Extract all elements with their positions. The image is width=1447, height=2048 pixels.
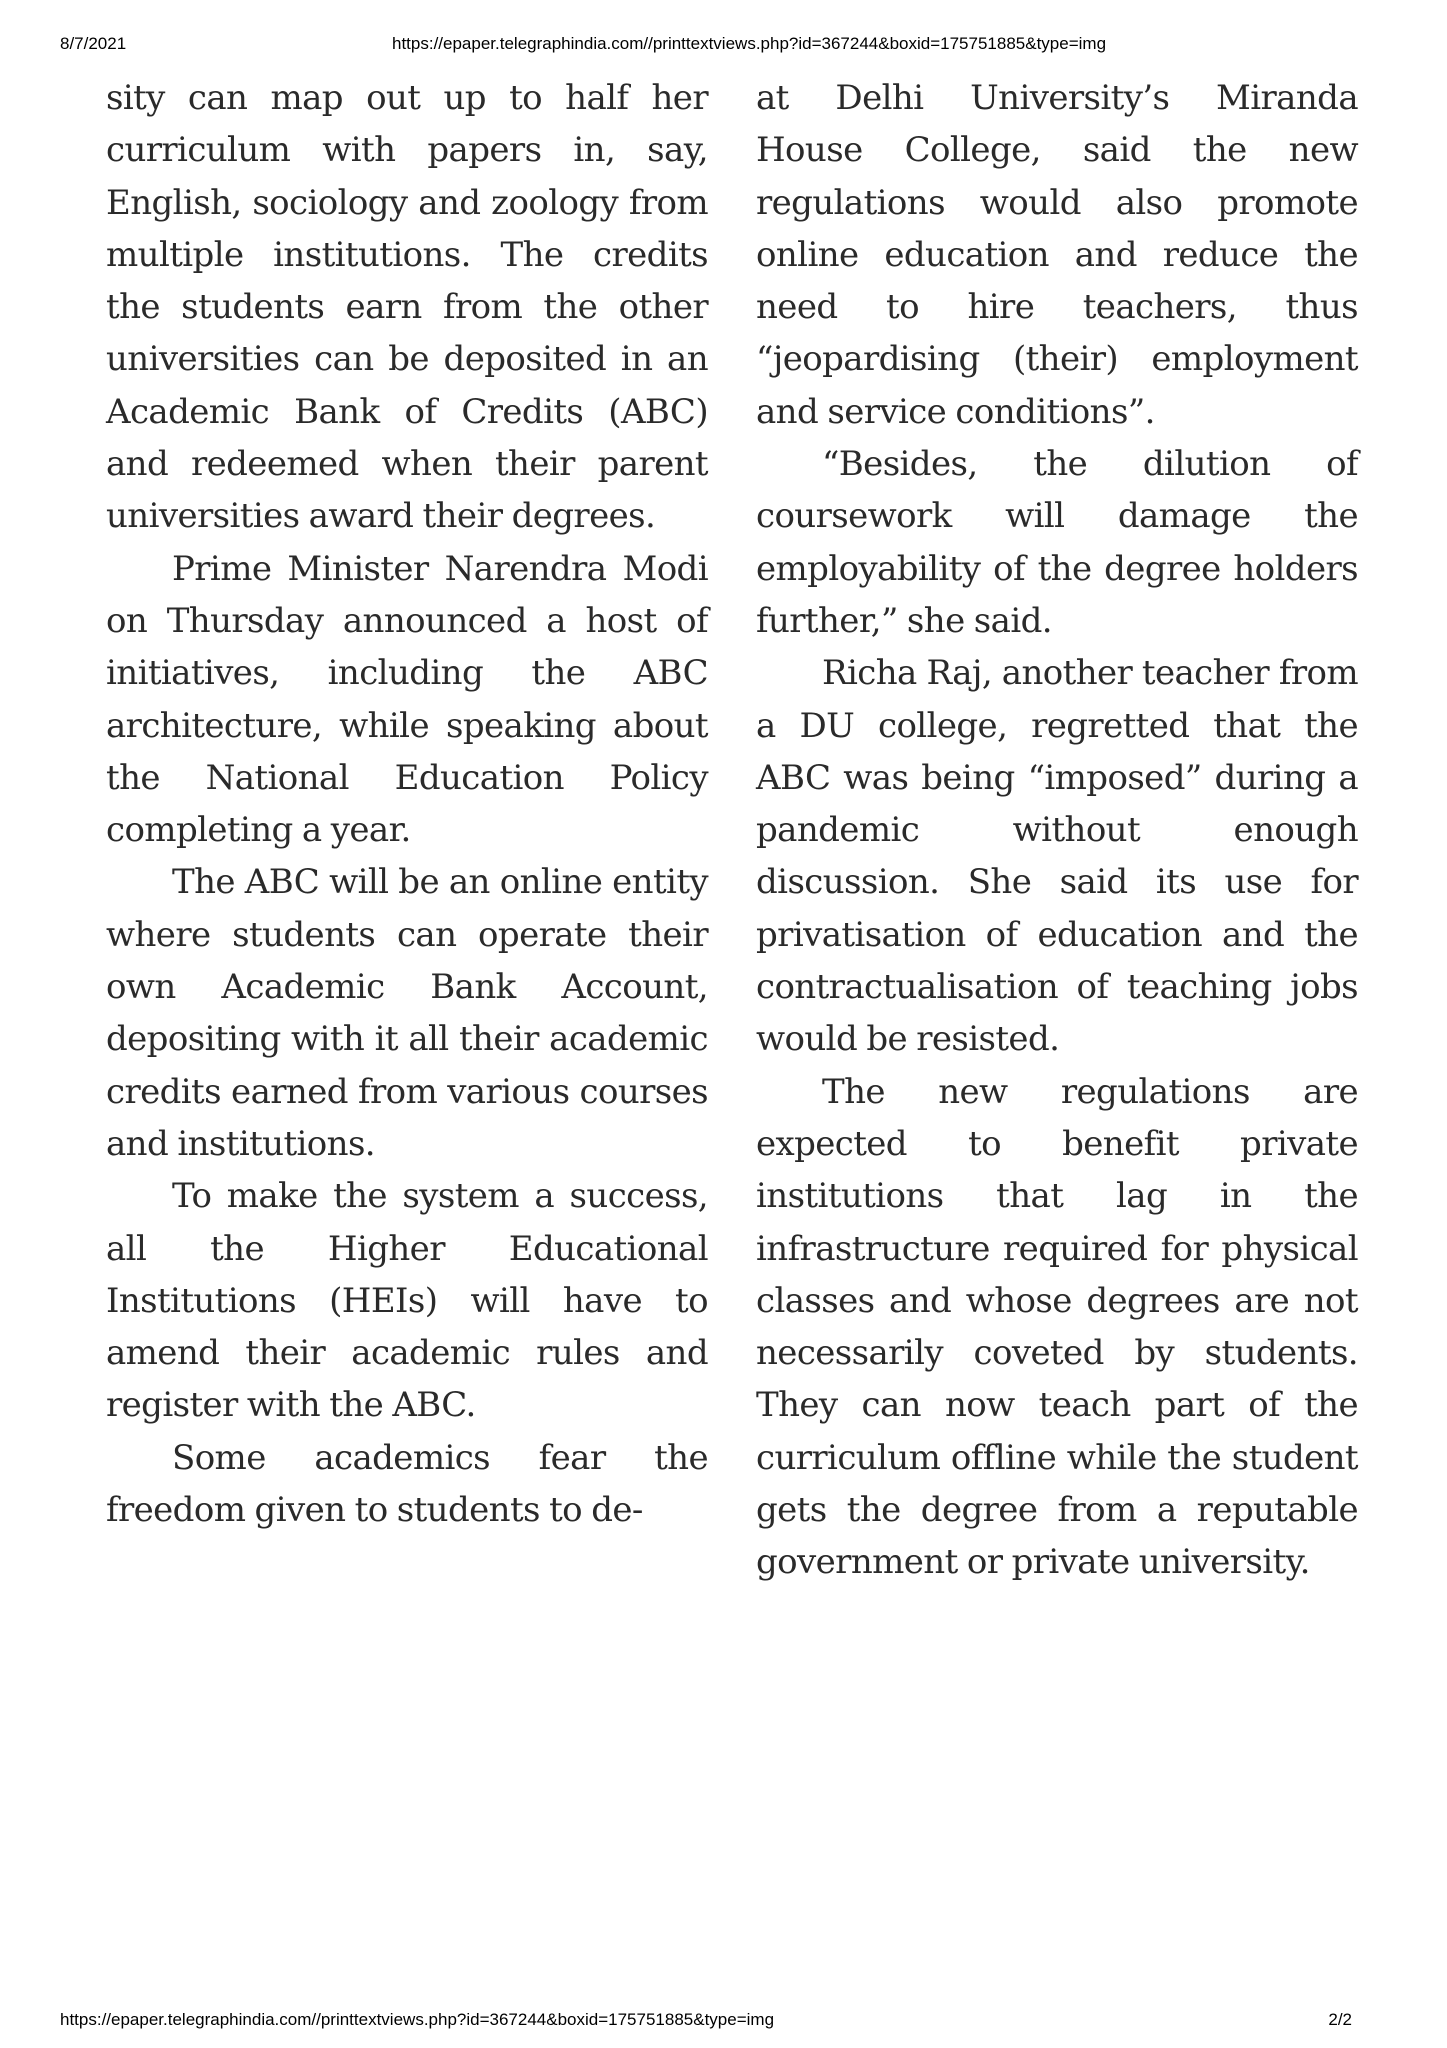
print-date: 8/7/2021 — [60, 34, 127, 53]
article-paragraph: “Besides, the dilution of coursework will damage the employability of the degree holders further,” she said. — [756, 444, 1358, 641]
article-paragraph: To make the system a success, all the Higher Educational Institutions (HEIs) will have to amend their academic rules and register with the ABC. — [106, 1176, 708, 1426]
print-footer — [0, 2010, 1447, 2034]
footer-url: https://epaper.telegraphindia.com//printtextviews.php?id=367244&boxid=175751885&type=img — [60, 2010, 775, 2029]
article-paragraph: The new regulations are expected to benefit private institutions that lag in the infrastructure required for physical classes and whose degrees are not necessarily coveted by students. They can now teach part of the curriculum offline while the student gets the degree from a reputable government or private university. — [756, 1071, 1358, 1583]
article-paragraph: sity can map out up to half her curriculum with papers in, say, English, sociology and zoology from multiple institutions. The credits the students earn from the other universities can be deposited in an Academic Bank of Credits (ABC) and redeemed when their parent universities award their degrees. — [106, 78, 708, 537]
print-url: https://epaper.telegraphindia.com//printtextviews.php?id=367244&boxid=175751885&type=img — [392, 34, 1107, 53]
article-column-right — [756, 72, 1358, 1589]
print-header — [0, 34, 1447, 58]
article-paragraph: Richa Raj, another teacher from a DU college, regretted that the ABC was being “imposed” during a pandemic without enough discussion. She said its use for privatisation of education and the contractualisation of teaching jobs would be resisted. — [756, 653, 1358, 1060]
article-paragraph: The ABC will be an online entity where students can operate their own Academic Bank Account, depositing with it all their academic credits earned from various courses and institutions. — [106, 862, 708, 1164]
article-paragraph: Prime Minister Narendra Modi on Thursday announced a host of initiatives, including the ABC architecture, while speaking about the National Education Policy completing a year. — [106, 548, 708, 851]
article-paragraph: at Delhi University’s Miranda House College, said the new regulations would also promote online education and reduce the need to hire teachers, thus “jeopardising (their) employment and service conditions”. — [756, 78, 1358, 432]
article-column-left — [106, 72, 708, 1536]
page-number: 2/2 — [1328, 2010, 1352, 2029]
article-paragraph: Some academics fear the freedom given to students to de- — [106, 1437, 708, 1531]
